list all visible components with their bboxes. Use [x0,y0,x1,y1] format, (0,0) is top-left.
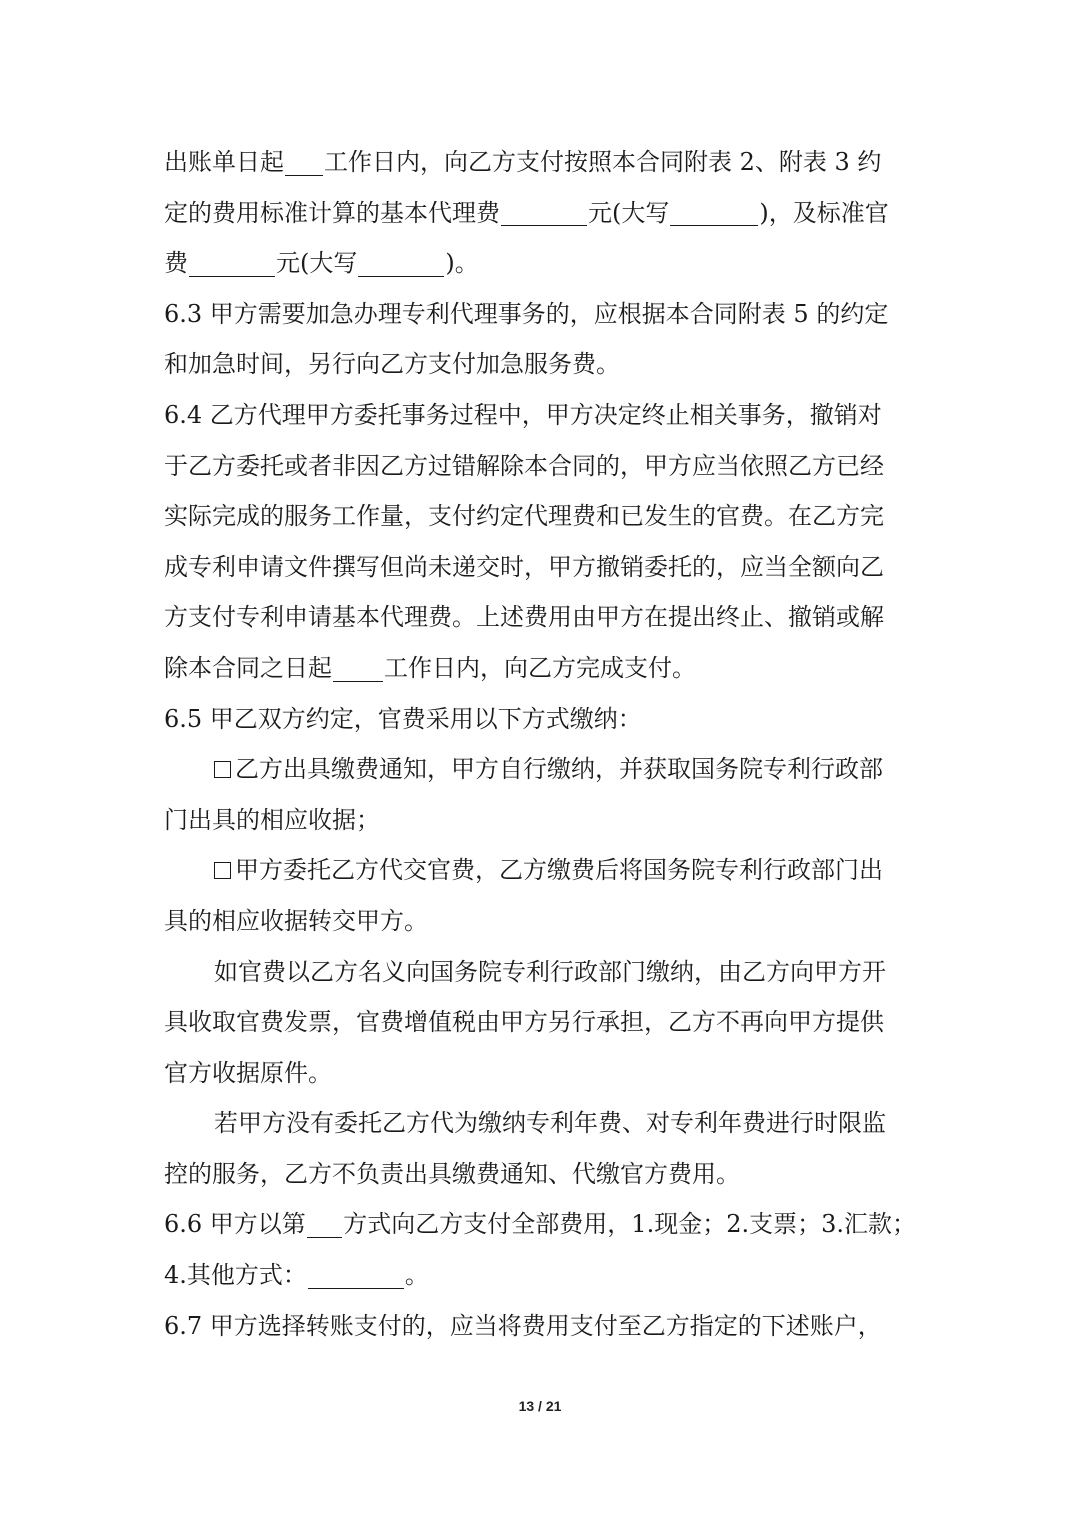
text-line: 门出具的相应收据； [164,805,380,834]
blank-field[interactable] [670,199,758,226]
text-line: 于乙方委托或者非因乙方过错解除本合同的，甲方应当依照乙方已经 [164,451,884,480]
option-line: 甲方委托乙方代交官费，乙方缴费后将国务院专利行政部门出 [164,845,916,896]
text-line: 具的相应收据转交甲方。 [164,906,428,935]
blank-field[interactable] [358,250,444,277]
checkbox-self-pay[interactable] [214,761,231,778]
blank-field[interactable] [285,149,323,176]
text-line: 6.6 甲方以第 方式向乙方支付全部费用，1.现金；2.支票；3.汇款； [164,1210,916,1239]
text-line: 费 元(大写 )。 [164,249,479,278]
text-line: 控的服务，乙方不负责出具缴费通知、代缴官方费用。 [164,1159,740,1188]
text-line: 方支付专利申请基本代理费。上述费用由甲方在提出终止、撤销或解 [164,603,884,632]
blank-field[interactable] [501,199,587,226]
text-line: 具收取官费发票，官费增值税由甲方另行承担，乙方不再向甲方提供 [164,1008,884,1037]
text-line: 成专利申请文件撰写但尚未递交时，甲方撤销委托的，应当全额向乙 [164,552,884,581]
text-line: 定的费用标准计算的基本代理费 元(大写 )，及标准官 [164,198,889,227]
text-line: 6.5 甲乙双方约定，官费采用以下方式缴纳： [164,704,642,733]
text-line: 和加急时间，另行向乙方支付加急服务费。 [164,350,620,379]
text-line: 4.其他方式： 。 [164,1261,429,1290]
text-line: 官方收据原件。 [164,1058,332,1087]
text-line: 出账单日起 工作日内，向乙方支付按照本合同附表 2、附表 3 约 [164,148,882,176]
text-line: 除本合同之日起 工作日内，向乙方完成支付。 [164,653,696,682]
blank-field[interactable] [189,250,275,277]
page-number: 13 / 21 [518,1398,562,1414]
blank-field[interactable] [308,1262,404,1289]
text-line: 若甲方没有委托乙方代为缴纳专利年费、对专利年费进行时限监 [214,1109,886,1138]
text-line: 6.4 乙方代理甲方委托事务过程中，甲方决定终止相关事务，撤销对 [164,400,882,429]
blank-field[interactable] [307,1211,343,1238]
contract-body [164,137,916,1351]
blank-field[interactable] [333,655,383,682]
text-line: 6.7 甲方选择转账支付的，应当将费用支付至乙方指定的下述账户， [164,1311,882,1340]
option-line: 乙方出具缴费通知，甲方自行缴纳，并获取国务院专利行政部 [164,744,916,795]
checkbox-agent-pay[interactable] [214,862,231,879]
text-line: 6.3 甲方需要加急办理专利代理事务的，应根据本合同附表 5 的约定 [164,299,889,328]
text-line: 实际完成的服务工作量，支付约定代理费和已发生的官费。在乙方完 [164,502,884,531]
text-line: 如官费以乙方名义向国务院专利行政部门缴纳，由乙方向甲方开 [214,957,886,986]
